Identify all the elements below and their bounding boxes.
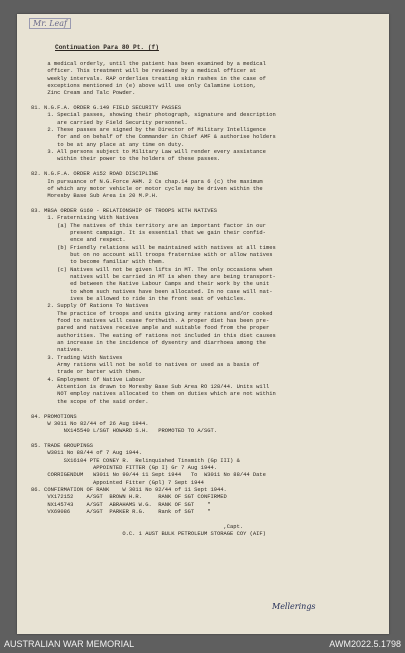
document-line: 2. These passes are signed by the Director of Military Intelligence: [31, 126, 266, 134]
document-page: [17, 14, 389, 634]
document-line: food to natives will cease forthwith. A proper diet has been pre-: [31, 317, 270, 325]
document-line: VX69086 A/SGT PARKER R.G. Rank of SGT ": [31, 507, 211, 515]
document-line: Attention is drawn to Moresby Base Sub Area RO 128/44. Units will: [31, 383, 270, 391]
document-line: W3011 No 88/44 of 7 Aug 1944.: [31, 449, 142, 457]
document-line: are carried by Field Security personnel.: [31, 118, 188, 126]
document-line: W 3011 No 82/44 of 26 Aug 1944.: [31, 419, 149, 427]
footer-accession-number: AWM2022.5.1798: [329, 639, 401, 649]
continuation-heading: Continuation Para 80 Pt. (f): [55, 44, 159, 51]
document-line: the scope of the said order.: [31, 397, 149, 405]
document-line: to be at any place at any time on duty.: [31, 140, 185, 148]
handwritten-note: Mr. Leaf: [29, 18, 71, 29]
document-line: ed between the Native Labour Camps and their work by the unit: [31, 280, 270, 288]
document-line: CORRIGENDUM W3011 No 90/44 11 Sept 1944 To W3011 No 88/44 Date: [31, 471, 266, 479]
document-line: weekly intervals. RAP orderlies treating skin rashes in the case of: [31, 74, 266, 82]
document-line: (b) Friendly relations will be maintained with natives at all times: [31, 243, 276, 251]
document-line: pared and natives receive ample and suitable food from the proper: [31, 324, 270, 332]
document-line: [31, 97, 381, 104]
document-line: [31, 435, 381, 442]
document-line: authorities. The eating of rations not included in this diet causes: [31, 331, 276, 339]
document-line: a medical orderly, until the patient has been examined by a medical: [31, 60, 266, 67]
document-line: to become familiar with them.: [31, 258, 165, 266]
document-line: within their power to the holders of these passes.: [31, 155, 221, 163]
document-line: [31, 515, 381, 522]
document-line: but on no account will troops fraternise with or allow natives: [31, 250, 273, 258]
document-line: natives.: [31, 346, 84, 354]
document-line: an increase in the incidence of dysentry and diarrhoea among the: [31, 339, 266, 347]
document-line: trade or barter with them.: [31, 368, 142, 376]
document-line: VX172152 A/SGT BROWN H.R. RANK OF SGT CONFIRMED: [31, 493, 227, 501]
document-line: 86. CONFIRMATION OF RANK W 3011 No 92/44 of 11 Sept 1944.: [31, 485, 227, 493]
document-line: Zinc Cream and Talc Powder.: [31, 89, 136, 97]
document-line: to whom such natives have been allocated. In no case will nat-: [31, 287, 273, 295]
document-line: (c) Natives will not be given lifts in MT. The only occasions when: [31, 265, 273, 273]
document-line: 82. N.G.F.A. ORDER A152 ROAD DISCIPLINE: [31, 170, 159, 178]
document-line: [31, 163, 381, 170]
document-line: 3. All persons subject to Military Law will render every assistance: [31, 148, 266, 156]
document-line: 2. Supply Of Rations To Natives: [31, 302, 149, 310]
document-line: 3. Trading With Natives: [31, 353, 123, 361]
document-line: (a) The natives of this territory are an important factor in our: [31, 221, 266, 229]
document-line: Army rations will not be sold to natives or used as a basis of: [31, 361, 260, 369]
archive-footer: [0, 636, 405, 653]
document-line: natives will be carried in MT is when they are being transport-: [31, 272, 276, 280]
document-line: 83. MBSA ORDER G160 - RELATIONSHIP OF TROOPS WITH NATIVES: [31, 206, 217, 214]
document-line: exceptions mentioned in (e) above will use only Calamine Lotion,: [31, 82, 257, 90]
document-line: 4. Employment Of Native Labour: [31, 375, 146, 383]
document-line: 84. PROMOTIONS: [31, 412, 77, 420]
document-line: for and on behalf of the Commander in Chief AMF & authorise holders: [31, 133, 276, 141]
document-line: Moresby Base Sub Area is 20 M.P.H.: [31, 192, 159, 200]
document-body: [31, 60, 381, 537]
footer-institution: AUSTRALIAN WAR MEMORIAL: [4, 639, 135, 649]
document-line: 81. N.G.F.A. ORDER G.149 FIELD SECURITY PASSES: [31, 104, 182, 112]
document-line: SX16104 PTE CONEY R. Relinquished Tinsmith (Gp III) &: [31, 456, 240, 464]
document-line: officer. This treatment will be reviewed by a medical officer at: [31, 67, 257, 75]
document-line: 1. Special passes, showing their photograph, signature and description: [31, 111, 276, 119]
document-line: APPOINTED FITTER (Gp I) Gr 7 Aug 1944.: [31, 463, 217, 471]
document-line: NX145743 A/SGT ABRAHAMS W.G. RANK OF SGT ": [31, 500, 211, 508]
document-line: The practice of troops and units giving army rations and/or cooked: [31, 309, 273, 317]
document-line: In pursuance of N.G.Force AHM. 2 Cs chap.14 para 6 (c) the maximum: [31, 177, 263, 185]
signature: Mellerings: [272, 602, 316, 611]
document-line: Appointed Fitter (Gpl) 7 Sept 1944: [31, 478, 204, 486]
document-line: [31, 200, 381, 207]
document-line: ives be allowed to ride in the front seat of vehicles.: [31, 295, 247, 302]
document-line: 1. Fraternising With Natives: [31, 214, 139, 222]
document-line: present campaign. It is essential that we gain their confid-: [31, 228, 266, 236]
document-line: O.C. 1 AUST BULK PETROLEUM STORAGE COY (AIF): [31, 530, 266, 537]
document-line: NOT employ natives allocated to them on duties which are not within: [31, 390, 276, 398]
document-line: [31, 405, 381, 412]
document-line: NX145540 L/SGT HOWARD S.H. PROMOTED TO A/SGT.: [31, 427, 217, 435]
document-line: ence and respect.: [31, 236, 126, 244]
document-line: of which any motor vehicle or motor cycle may be driven within the: [31, 184, 263, 192]
document-line: ,Capt.: [31, 522, 244, 530]
document-line: 85. TRADE GROUPINGS: [31, 441, 93, 449]
